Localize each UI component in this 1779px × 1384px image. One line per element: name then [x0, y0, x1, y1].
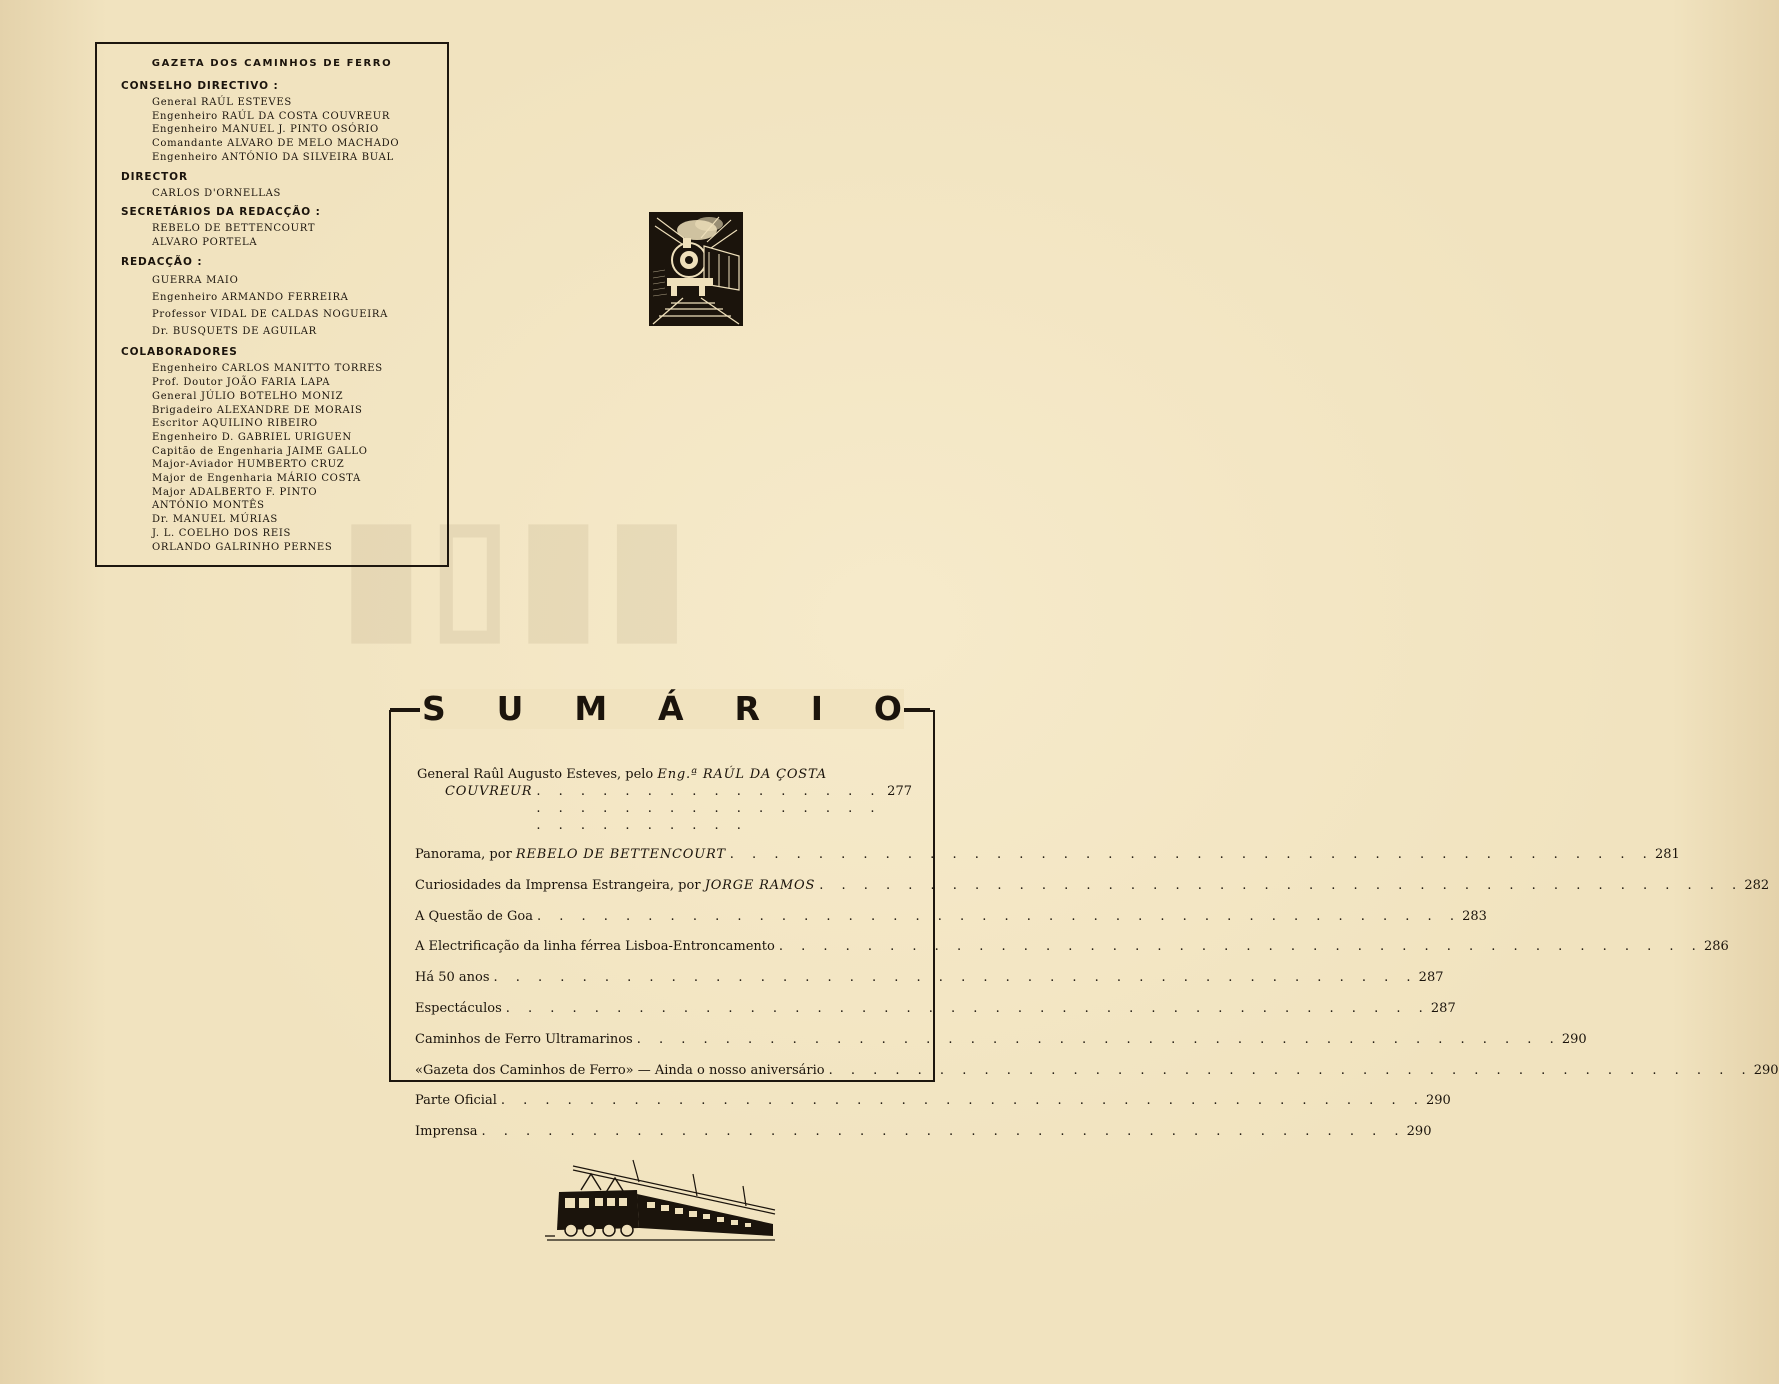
staff-name: J. L. COELHO DOS REIS	[152, 527, 292, 539]
toc-entry	[415, 939, 1729, 955]
toc-entry-title: «Gazeta dos Caminhos de Ferro» — Ainda o nosso aniversário	[415, 1062, 825, 1078]
title-letter: S	[422, 689, 446, 728]
toc-page-number: 286	[1703, 939, 1729, 955]
toc-entry-title: A Questão de Goa	[415, 908, 533, 924]
toc-entry	[415, 877, 1770, 894]
staff-name: Dr. BUSQUETS DE AGUILAR	[152, 326, 317, 338]
staff-name: CARLOS D'ORNELLAS	[152, 187, 282, 199]
staff-name: ALVARO PORTELA	[152, 236, 258, 248]
staff-name: Engenheiro ARMANDO FERREIRA	[152, 291, 349, 303]
staff-name: Engenheiro CARLOS MANITTO TORRES	[152, 363, 383, 375]
staff-name: General RAÚL ESTEVES	[152, 97, 292, 108]
summary-title	[420, 689, 904, 729]
staff-name: Brigadeiro ALEXANDRE DE MORAIS	[152, 404, 363, 416]
toc-page-number: 290	[1426, 1093, 1451, 1109]
name-list	[121, 222, 447, 249]
staff-name: Professor VIDAL DE CALDAS NOGUEIRA	[152, 309, 389, 321]
toc-entry-title: General Raûl Augusto Esteves, pelo	[417, 767, 654, 782]
toc-entry	[415, 908, 1487, 925]
staff-name: Engenheiro RAÚL DA COSTA COUVREUR	[152, 110, 391, 122]
toc-entry-line	[415, 783, 912, 834]
staff-name: Major-Aviador HUMBERTO CRUZ	[152, 459, 345, 471]
toc-page-number: 287	[1418, 970, 1444, 986]
staff-name: Engenheiro ANTÓNIO DA SILVEIRA BUAL	[152, 151, 394, 163]
staff-name: Escritor AQUILINO RIBEIRO	[152, 418, 318, 430]
toc-entry-author: REBELO DE BETTENCOURT	[515, 847, 726, 862]
toc-entry	[415, 970, 1444, 986]
title-letter: U	[496, 689, 524, 728]
heading-rule-left	[390, 708, 420, 710]
section-director	[121, 171, 447, 201]
dot-leader: . . . . . . . . . . . . . . . . . . . . . . . . . . . . . . . . . . . . . . . . . .	[536, 784, 882, 833]
section-heading: CONSELHO DIRECTIVO :	[121, 80, 279, 92]
title-letter: O	[873, 689, 902, 728]
section-heading: COLABORADORES	[121, 346, 238, 359]
section-heading: REDACÇÃO :	[121, 255, 203, 268]
name-list	[121, 96, 447, 165]
staff-box	[95, 42, 449, 567]
title-letter: I	[810, 689, 824, 728]
toc-entry-title: Caminhos de Ferro Ultramarinos	[415, 1031, 633, 1047]
toc-page-number: 287	[1430, 1000, 1456, 1016]
table-of-contents	[415, 766, 1779, 1155]
staff-name: Comandante ALVARO DE MELO MACHADO	[152, 138, 400, 150]
staff-name: REBELO DE BETTENCOURT	[152, 223, 316, 235]
staff-name: Major de Engenharia MÁRIO COSTA	[152, 473, 361, 485]
toc-entry-title: Há 50 anos	[415, 970, 490, 986]
title-letter: R	[734, 689, 760, 728]
toc-entry	[415, 1124, 1432, 1140]
toc-entry-title: Espectáculos	[415, 1000, 502, 1016]
dot-leader: . . . . . . . . . . . . . . . . . . . . . . . . . . . . . . . . . . . . . . . . . .	[500, 1093, 1425, 1109]
heading-rule-right	[904, 708, 930, 710]
section-colaboradores	[121, 346, 447, 554]
section-heading: SECRETÁRIOS DA REDACÇÃO :	[121, 206, 321, 219]
electric-train-icon	[543, 1160, 777, 1244]
dot-leader: . . . . . . . . . . . . . . . . . . . . . . . . . . . . . . . . . . . . . . . . . .	[636, 1031, 1561, 1047]
staff-name: ANTÓNIO MONTÊS	[152, 500, 265, 512]
dot-leader: . . . . . . . . . . . . . . . . . . . . . . . . . . . . . . . . . . . . . . . . . .	[536, 908, 1461, 924]
dot-leader: . . . . . . . . . . . . . . . . . . . . . . . . . . . . . . . . . . . . . . . . . .	[819, 877, 1744, 893]
toc-page-number: 283	[1462, 908, 1487, 924]
toc-entry	[415, 766, 912, 834]
toc-entry	[415, 1000, 1456, 1017]
staff-name: General JÚLIO BOTELHO MONIZ	[152, 390, 344, 402]
bleed-through-marks: ▮▯▮▮	[340, 490, 695, 656]
toc-entry-title: Imprensa	[415, 1124, 478, 1140]
dot-leader: . . . . . . . . . . . . . . . . . . . . . . . . . . . . . . . . . . . . . . . . . .	[493, 970, 1418, 986]
summary-heading	[390, 689, 930, 729]
staff-name: Engenheiro MANUEL J. PINTO OSÓRIO	[152, 124, 379, 136]
dot-leader: . . . . . . . . . . . . . . . . . . . . . . . . . . . . . . . . . . . . . . . . . .	[729, 847, 1654, 862]
staff-name: ORLANDO GALRINHO PERNES	[152, 541, 333, 553]
title-letter: Á	[658, 689, 684, 728]
name-list	[121, 362, 447, 554]
toc-entry-title	[415, 847, 726, 863]
dot-leader: . . . . . . . . . . . . . . . . . . . . . . . . . . . . . . . . . . . . . . . . . .	[481, 1124, 1406, 1140]
toc-page-number: 281	[1654, 847, 1680, 862]
toc-entry-line	[415, 766, 912, 783]
staff-name: Major ADALBERTO F. PINTO	[152, 486, 318, 498]
toc-page-number: 277	[887, 784, 912, 799]
steam-locomotive-woodcut-icon	[649, 212, 743, 326]
staff-name: GUERRA MAIO	[152, 274, 239, 286]
staff-name: Prof. Doutor JOÃO FARIA LAPA	[152, 377, 331, 389]
toc-entry-text: Panorama, por	[415, 847, 516, 862]
toc-entry	[415, 1031, 1587, 1048]
section-secretarios	[121, 206, 447, 249]
dot-leader: . . . . . . . . . . . . . . . . . . . . . . . . . . . . . . . . . . . . . . . . . .	[828, 1062, 1753, 1078]
dot-leader: . . . . . . . . . . . . . . . . . . . . . . . . . . . . . . . . . . . . . . . . . .	[505, 1000, 1430, 1016]
dot-leader: . . . . . . . . . . . . . . . . . . . . . . . . . . . . . . . . . . . . . . . . . .	[778, 939, 1703, 955]
staff-title: GAZETA DOS CAMINHOS DE FERRO	[151, 58, 393, 69]
title-letter: M	[574, 689, 608, 728]
section-heading: DIRECTOR	[121, 170, 188, 183]
toc-page-number: 290	[1406, 1124, 1432, 1140]
toc-entry-title: A Electrificação da linha férrea Lisboa-Entroncamento	[415, 939, 775, 955]
staff-name: Engenheiro D. GABRIEL URIGUEN	[152, 431, 352, 443]
toc-entry	[415, 1093, 1451, 1109]
toc-entry-title	[415, 878, 815, 894]
toc-entry-title: Parte Oficial	[415, 1093, 497, 1109]
toc-entry-author: JORGE RAMOS	[704, 877, 816, 893]
toc-page-number: 290	[1561, 1031, 1587, 1047]
toc-entry	[415, 847, 1680, 863]
toc-entry-text: Curiosidades da Imprensa Estrangeira, por	[415, 877, 705, 893]
toc-entry-author: COUVREUR	[445, 784, 533, 799]
toc-entry	[415, 1062, 1779, 1079]
section-conselho-directivo	[121, 80, 447, 165]
toc-entry-author: Eng.ª RAÚL DA ÇOSTA	[657, 767, 827, 782]
toc-page-number: 282	[1744, 877, 1770, 893]
section-redaccao	[121, 256, 447, 341]
name-list	[121, 187, 447, 201]
toc-page-number: 290	[1753, 1062, 1779, 1078]
name-list	[121, 272, 447, 341]
staff-name: Capitão de Engenharia JAIME GALLO	[152, 445, 368, 457]
staff-name: Dr. MANUEL MÚRIAS	[152, 514, 278, 526]
